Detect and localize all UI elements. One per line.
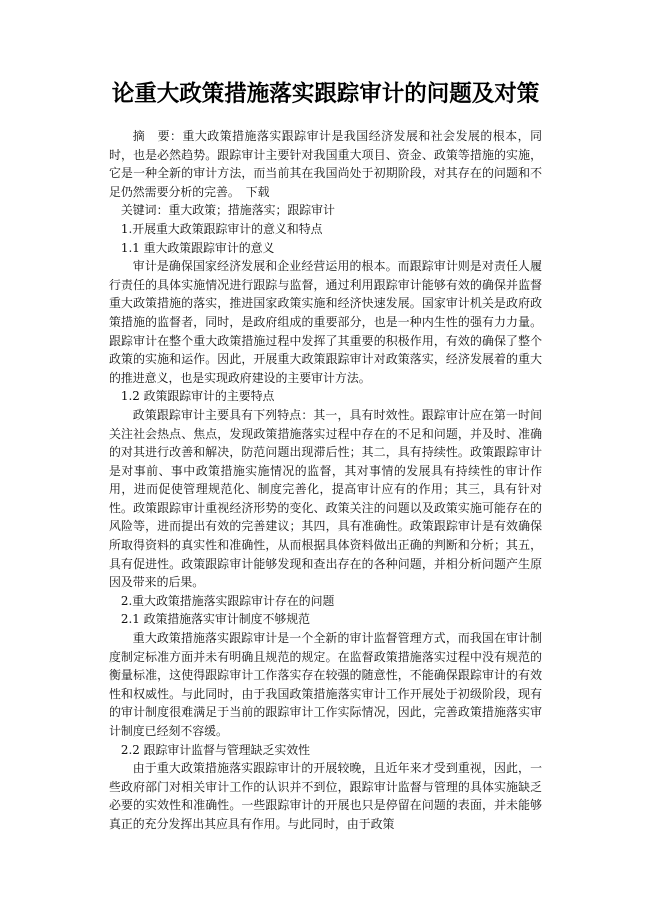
paragraph-2-1: 重大政策措施落实跟踪审计是一个全新的审计监督管理方式，而我国在审计制度制定标准方面并未有明确且规范的规定。在监督政策措施落实过程中没有规范的衡量标准，这使得跟踪审计工作落实存在较强的随意性，不能确保跟踪审计的有效性和权威性。与此同时，由于我国政策措施落实审计工作开展处于初级阶段，现有的审计制度很难满足于当前的跟踪审计工作实际情况，因此，完善政策措施落实审计制度已经刻不容缓。 [109, 631, 542, 738]
subsection-heading-2-1: 2.1 政策措施落实审计制度不够规范 [120, 612, 311, 627]
paragraph-2-2: 由于重大政策措施落实跟踪审计的开展较晚，且近年来才受到重视，因此，一些政府部门对相关审计工作的认识并不到位，跟踪审计监督与管理的具体实施缺乏必要的实效性和准确性。一些跟踪审计的开展也只是停留在问题的表面，并未能够真正的充分发挥出其应具有作用。与此同时，由于政策 [109, 761, 542, 831]
subsection-heading-1-1: 1.1 重大政策跟踪审计的意义 [120, 240, 275, 255]
abstract-paragraph: 摘 要：重大政策措施落实跟踪审计是我国经济发展和社会发展的根本，同时，也是必然趋势。跟踪审计主要针对我国重大项目、资金、政策等措施的实施，它是一种全新的审计方法，而当前其在我国尚处于初期阶段，对其存在的问题和不足仍然需要分析的完善。 下载 [109, 129, 542, 199]
document-body [109, 127, 542, 834]
subsection-heading-2-2: 2.2 跟踪审计监督与管理缺乏实效性 [120, 742, 311, 757]
document-title: 论重大政策措施落实跟踪审计的问题及对策 [111, 81, 540, 107]
keywords-line: 关键词：重大政策；措施落实；跟踪审计 [120, 203, 335, 218]
section-heading-2: 2.重大政策措施落实跟踪审计存在的问题 [120, 593, 335, 608]
document-page [109, 78, 542, 834]
section-heading-1: 1.开展重大政策跟踪审计的意义和特点 [120, 221, 323, 236]
paragraph-1-1: 审计是确保国家经济发展和企业经营运用的根本。而跟踪审计则是对责任人履行责任的具体实施情况进行跟踪与监督，通过利用跟踪审计能够有效的确保并监督重大政策措施的落实，推进国家政策实施和经济快速发展。国家审计机关是政府政策措施的监督者，同时，是政府组成的重要部分，也是一种内生性的强有力力量。跟踪审计在整个重大政策措施过程中发挥了其重要的积极作用，有效的确保了整个政策的实施和运作。因此，开展重大政策跟踪审计对政策落实，经济发展着的重大的推进意义，也是实现政府建设的主要审计方法。 [109, 259, 542, 385]
paragraph-1-2: 政策跟踪审计主要具有下列特点：其一，具有时效性。跟踪审计应在第一时间关注社会热点、焦点，发现政策措施落实过程中存在的不足和问题，并及时、准确的对其进行改善和解决，防范问题出现滞后性；其二，具有持续性。政策跟踪审计是对事前、事中政策措施实施情况的监督，其对事情的发展具有持续性的审计作用，进而促使管理规范化、制度完善化，提高审计应有的作用；其三，具有针对性。政策跟踪审计重视经济形势的变化、政策关注的问题以及政策实施可能存在的风险等，进而提出有效的完善建议；其四，具有准确性。政策跟踪审计是有效确保所取得资料的真实性和准确性，从而根据具体资料做出正确的判断和分析；其五，具有促进性。政策跟踪审计能够发现和查出存在的各种问题，并相分析问题产生原因及带来的后果。 [109, 407, 542, 590]
subsection-heading-1-2: 1.2 政策跟踪审计的主要特点 [120, 389, 275, 404]
